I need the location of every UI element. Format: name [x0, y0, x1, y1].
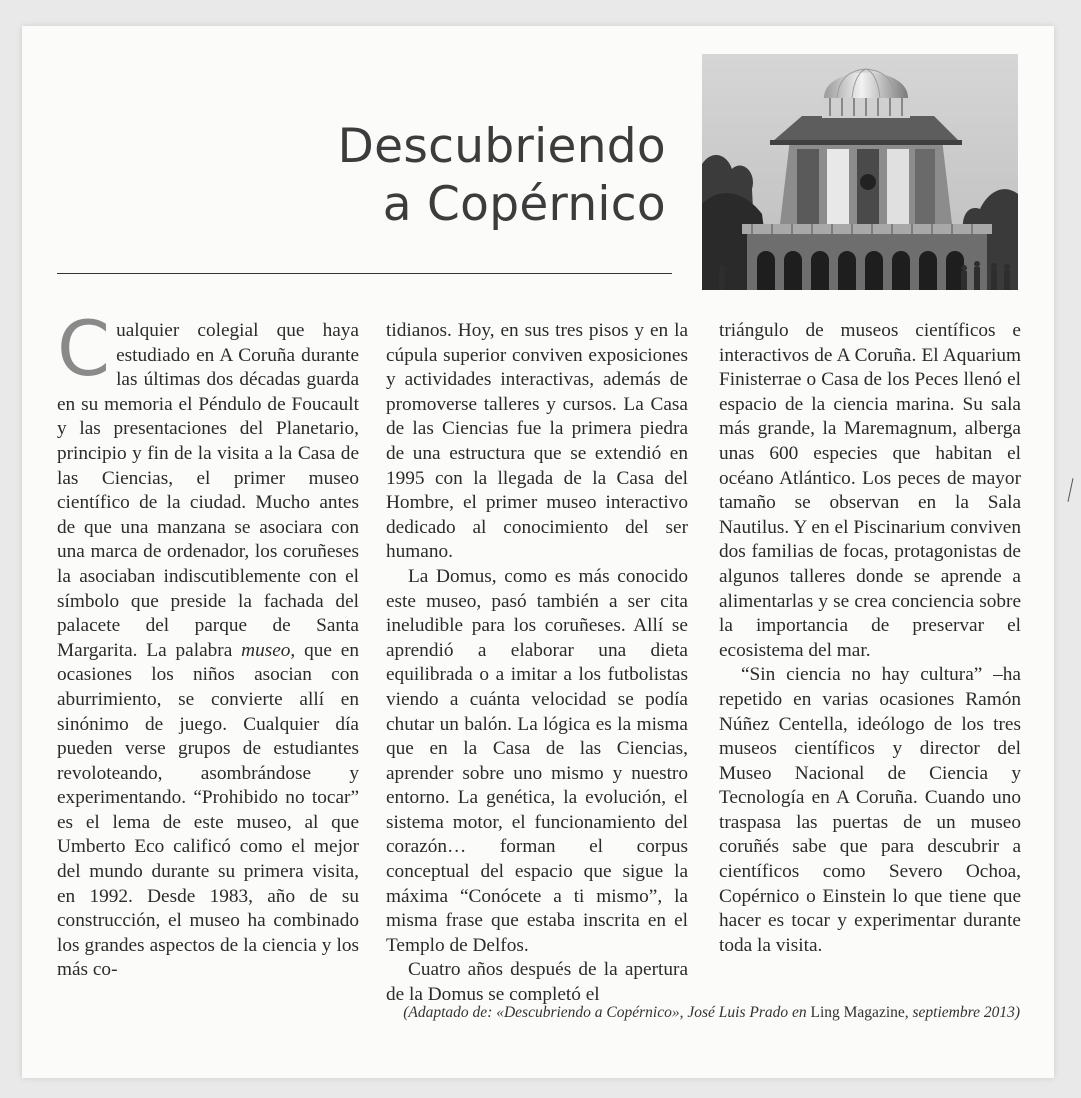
article-column-1	[57, 304, 360, 983]
column-2-paragraph-2: La Domus, como es más conocido este museo, pasó también a ser cita ineludible para los coruñeses. Allí se aprendió a elaborar una dieta equilibrada o a imitar a los futbolistas viendo a cuánta velocidad se podía chutar un balón. La lógica es la misma que en la Casa de las Ciencias, aprender sobre uno mismo y nuestro entorno. La genética, la evolución, el sistema motor, el funcionamiento del corazón… forman el corpus conceptual del espacio que sigue la máxima “Conócete a ti mismo”, la misma frase que estaba inscrita en el Templo de Delfos.	[386, 565, 688, 956]
title-line-1: Descubriendo	[337, 119, 666, 174]
column-3-paragraph-2: “Sin ciencia no hay cultura” –ha repetido en varias ocasiones Ramón Núñez Centella, ideólogo de los tres museos científicos y director del Museo Nacional de Ciencia y Tecnología en A Coruña. Cuando uno traspasa las puertas de un museo coruñés sabe que para descubrir a científicos como Severo Ochoa, Copérnico o Einstein lo que tiene que hacer es tocar y experimentar durante toda la visita.	[719, 664, 1021, 956]
column-2-paragraph-1: tidianos. Hoy, en sus tres pisos y en la cúpula superior conviven exposiciones y actividades interactivas, además de promoverse talleres y cursos. La Casa de las Ciencias fue la primera piedra de una estructura que se extendió en 1995 con la llegada de la Casa del Hombre, el primer museo interactivo dedicado al conocimiento del ser humano.	[386, 320, 688, 563]
title-divider	[57, 273, 672, 274]
column-3-paragraph-1: triángulo de museos científicos e interactivos de A Coruña. El Aquarium Finisterrae o Casa de los Peces llenó el espacio de la ciencia marina. Su sala más grande, la Maremagnum, alberga unas 600 especies que habitan el océano Atlántico. Los peces de mayor tamaño se observan en la Sala Nautilus. Y en el Piscinarium conviven dos familias de focas, protagonistas de algunos talleres donde se aprende a alimentarlas y se crea conciencia sobre la importancia de preservar el ecosistema del mar.	[719, 320, 1021, 661]
source-citation: (Adaptado de: «Descubriendo a Copérnico», José Luis Prado en Ling Magazine, septiembre 2013)	[403, 1004, 1020, 1021]
paragraph-text: ualquier colegial que haya estudiado en A Coruña durante las últimas dos décadas guarda en su memoria el Péndulo de Foucault y las presentaciones del Planetario, principio y fin de la visita a la Casa de las Ciencias, el primer museo científico de la ciudad. Mucho antes de que una manzana se asociara con una marca de ordenador, los coruñeses la asociaban indiscutiblemente con el símbolo que preside la fachada del palacete del parque de Santa Margarita. La palabra	[57, 320, 359, 661]
article-title	[166, 118, 666, 234]
article-column-2	[386, 319, 688, 1008]
pen-mark	[1068, 478, 1074, 502]
paragraph-text-continued: , que en ocasiones los niños asocian con aburrimiento, se convierte allí en sinónimo de juego. Cualquier día pueden verse grupos de estudiantes revoloteando, asombrándose y experimentando. “Prohibido no tocar” es el lema de este museo, al que Umberto Eco calificó como el mejor del mundo durante su primera visita, en 1992. Desde 1983, año de su construcción, el museo ha combinado los grandes aspectos de la ciencia y los más co-	[57, 639, 360, 981]
column-1-paragraph	[57, 304, 360, 983]
emphasized-word: museo	[241, 639, 291, 661]
column-2-paragraph-3: Cuatro años después de la apertura de la Domus se completó el	[386, 959, 688, 1006]
domed-observatory-building-photo	[702, 54, 1018, 290]
article-column-3	[719, 319, 1021, 958]
drop-cap: C	[57, 304, 111, 393]
title-line-2: a Copérnico	[382, 177, 666, 232]
magazine-page	[22, 26, 1054, 1078]
